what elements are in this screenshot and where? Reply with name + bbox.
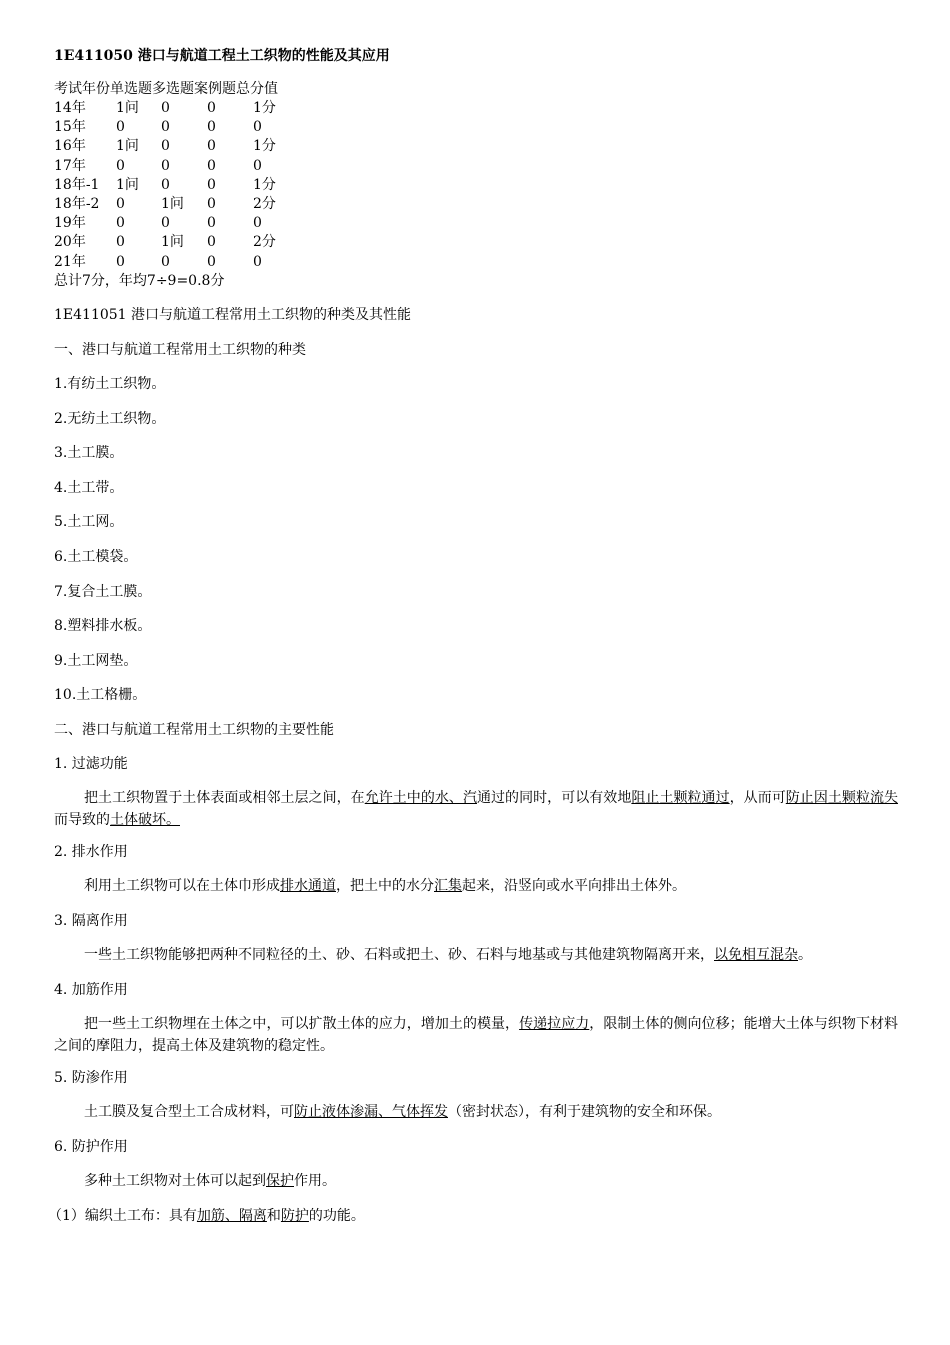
list-item: 7.复合土工膜。 — [54, 584, 152, 600]
table-cell: 0 — [161, 100, 170, 116]
emphasis-text: 汇集 — [434, 878, 462, 894]
table-cell: 0 — [116, 195, 125, 212]
table-cell: 0 — [207, 195, 216, 212]
list-item: 1.有纺土工织物。 — [54, 376, 166, 392]
page-title: 1E411050 港口与航道工程土工织物的性能及其应用 — [54, 48, 390, 64]
text-span: 把土工织物置于土体表面或相邻土层之间，在 — [84, 790, 365, 806]
table-cell: 0 — [161, 215, 170, 232]
table-cell: 18年-2 — [54, 195, 100, 212]
table-cell: 0 — [161, 157, 170, 174]
part2-heading: 二、港口与航道工程常用土工织物的主要性能 — [54, 722, 334, 738]
table-cell: 0 — [207, 157, 216, 174]
emphasis-text: 土体破坏。 — [110, 812, 180, 828]
table-cell: 16年 — [54, 138, 86, 155]
table-cell: 1分 — [253, 176, 276, 193]
table-cell: 0 — [116, 253, 125, 270]
table-cell: 0 — [116, 119, 125, 136]
drainage-paragraph — [54, 875, 898, 897]
text-span: 利用土工织物可以在土体巾形成 — [84, 878, 280, 894]
table-cell: 0 — [161, 176, 170, 193]
reinforcement-heading: 4. 加筋作用 — [54, 982, 128, 998]
text-span: 和 — [266, 1208, 281, 1224]
list-item: 10.土工格栅。 — [54, 687, 147, 703]
table-cell: 1问 — [161, 195, 184, 212]
text-span: 。 — [798, 947, 812, 963]
list-item: 2.无纺土工织物。 — [54, 411, 166, 427]
table-cell: 1问 — [116, 100, 139, 116]
table-cell: 0 — [116, 157, 125, 174]
table-cell: 0 — [207, 119, 216, 136]
table-row — [54, 195, 303, 214]
table-cell: 21年 — [54, 253, 86, 270]
text-span: 通过的同时，可以有效地 — [476, 790, 632, 806]
table-cell: 0 — [116, 234, 125, 251]
emphasis-text: 防护 — [280, 1208, 309, 1224]
table-cell: 0 — [253, 253, 262, 270]
table-cell: 0 — [207, 253, 216, 270]
table-cell: 0 — [207, 215, 216, 232]
table-cell: 1分 — [253, 138, 276, 155]
table-row — [54, 157, 303, 176]
table-cell: 1问 — [161, 234, 184, 251]
table-cell: 0 — [253, 157, 262, 174]
table-cell: 0 — [161, 253, 170, 270]
protection-heading: 6. 防护作用 — [54, 1139, 128, 1155]
list-item: 8.塑料排水板。 — [54, 618, 152, 634]
antiseepage-paragraph — [54, 1101, 898, 1123]
table-row — [54, 99, 303, 118]
part1-heading: 一、港口与航道工程常用土工织物的种类 — [54, 342, 306, 358]
isolation-heading: 3. 隔离作用 — [54, 913, 128, 929]
text-span: 作用。 — [294, 1173, 336, 1189]
exam-table-rows — [54, 99, 303, 272]
table-row — [54, 176, 303, 195]
table-cell: 14年 — [54, 100, 86, 116]
emphasis-text: 以免相互混杂 — [714, 947, 798, 963]
table-row — [54, 214, 303, 233]
table-cell: 0 — [207, 176, 216, 193]
protection-paragraph — [54, 1170, 898, 1192]
table-cell: 0 — [116, 215, 125, 232]
text-span: ，限制土体的侧向位移；能增大土体与织物下材料之间的摩阻力，提高土体及建筑物的稳定性。 — [54, 1016, 899, 1054]
table-row — [54, 118, 303, 137]
table-cell: 0 — [253, 215, 262, 232]
emphasis-text: 保护 — [266, 1173, 294, 1189]
table-cell: 18年-1 — [54, 176, 100, 193]
isolation-paragraph — [54, 944, 898, 966]
table-cell: 1问 — [116, 176, 139, 193]
table-row — [54, 233, 303, 252]
text-span: ，把土中的水分 — [336, 878, 434, 894]
table-cell: 0 — [161, 138, 170, 155]
emphasis-text: 加筋、隔离 — [196, 1208, 267, 1224]
emphasis-text: 防止因土颗粒流失 — [785, 790, 899, 806]
table-row — [54, 137, 303, 156]
exam-table-total: 总计7分，年均7÷9=0.8分 — [54, 272, 225, 289]
table-cell: 0 — [207, 138, 216, 155]
list-item: 6.土工模袋。 — [54, 549, 138, 565]
table-cell: 15年 — [54, 119, 86, 136]
section-title: 1E411051 港口与航道工程常用土工织物的种类及其性能 — [54, 307, 412, 323]
table-cell: 17年 — [54, 157, 86, 174]
text-span: 多种土工织物对土体可以起到 — [84, 1173, 266, 1189]
list-item: 3.土工膜。 — [54, 445, 124, 461]
table-cell: 1问 — [116, 138, 139, 155]
emphasis-text: 允许土中的水、汽 — [364, 790, 477, 806]
list-item: 4.土工带。 — [54, 480, 124, 496]
table-cell: 0 — [253, 119, 262, 136]
table-row — [54, 253, 303, 272]
text-span: 而导致的 — [54, 812, 110, 828]
text-span: ，从而可 — [729, 790, 786, 806]
table-cell: 0 — [207, 234, 216, 251]
exam-table-header: 考试年份单选题多选题案例题总分值 — [54, 81, 278, 97]
filtration-heading: 1. 过滤功能 — [54, 756, 128, 772]
woven-geotextile-line — [48, 1207, 365, 1225]
list-item: 9.土工网垫。 — [54, 653, 138, 669]
text-span: 的功能。 — [308, 1208, 365, 1224]
text-span: 把一些土工织物埋在土体之中，可以扩散土体的应力，增加土的模量， — [84, 1016, 520, 1032]
antiseepage-heading: 5. 防渗作用 — [54, 1070, 128, 1086]
text-span: （1）编织土工布：具有 — [48, 1208, 197, 1224]
filtration-paragraph — [54, 787, 898, 831]
exam-score-table — [54, 80, 303, 291]
text-span: 土工膜及复合型土工合成材料，可 — [84, 1104, 294, 1120]
table-cell: 19年 — [54, 215, 86, 232]
table-cell: 2分 — [253, 195, 276, 212]
emphasis-text: 阻止土颗粒通过 — [631, 790, 730, 806]
list-item: 5.土工网。 — [54, 514, 124, 530]
text-span: （密封状态），有利于建筑物的安全和环保。 — [448, 1104, 721, 1120]
text-span: 起来，沿竖向或水平向排出土体外。 — [462, 878, 686, 894]
emphasis-text: 防止液体渗漏、气体挥发 — [294, 1104, 448, 1120]
table-cell: 0 — [207, 100, 216, 116]
table-cell: 20年 — [54, 234, 86, 251]
emphasis-text: 传递拉应力 — [519, 1016, 590, 1032]
emphasis-text: 排水通道 — [280, 878, 336, 894]
table-cell: 1分 — [253, 100, 276, 116]
reinforcement-paragraph — [54, 1013, 898, 1057]
drainage-heading: 2. 排水作用 — [54, 844, 128, 860]
table-cell: 0 — [161, 119, 170, 136]
table-cell: 2分 — [253, 234, 276, 251]
text-span: 一些土工织物能够把两种不同粒径的土、砂、石料或把土、砂、石料与地基或与其他建筑物隔离开来， — [84, 947, 714, 963]
